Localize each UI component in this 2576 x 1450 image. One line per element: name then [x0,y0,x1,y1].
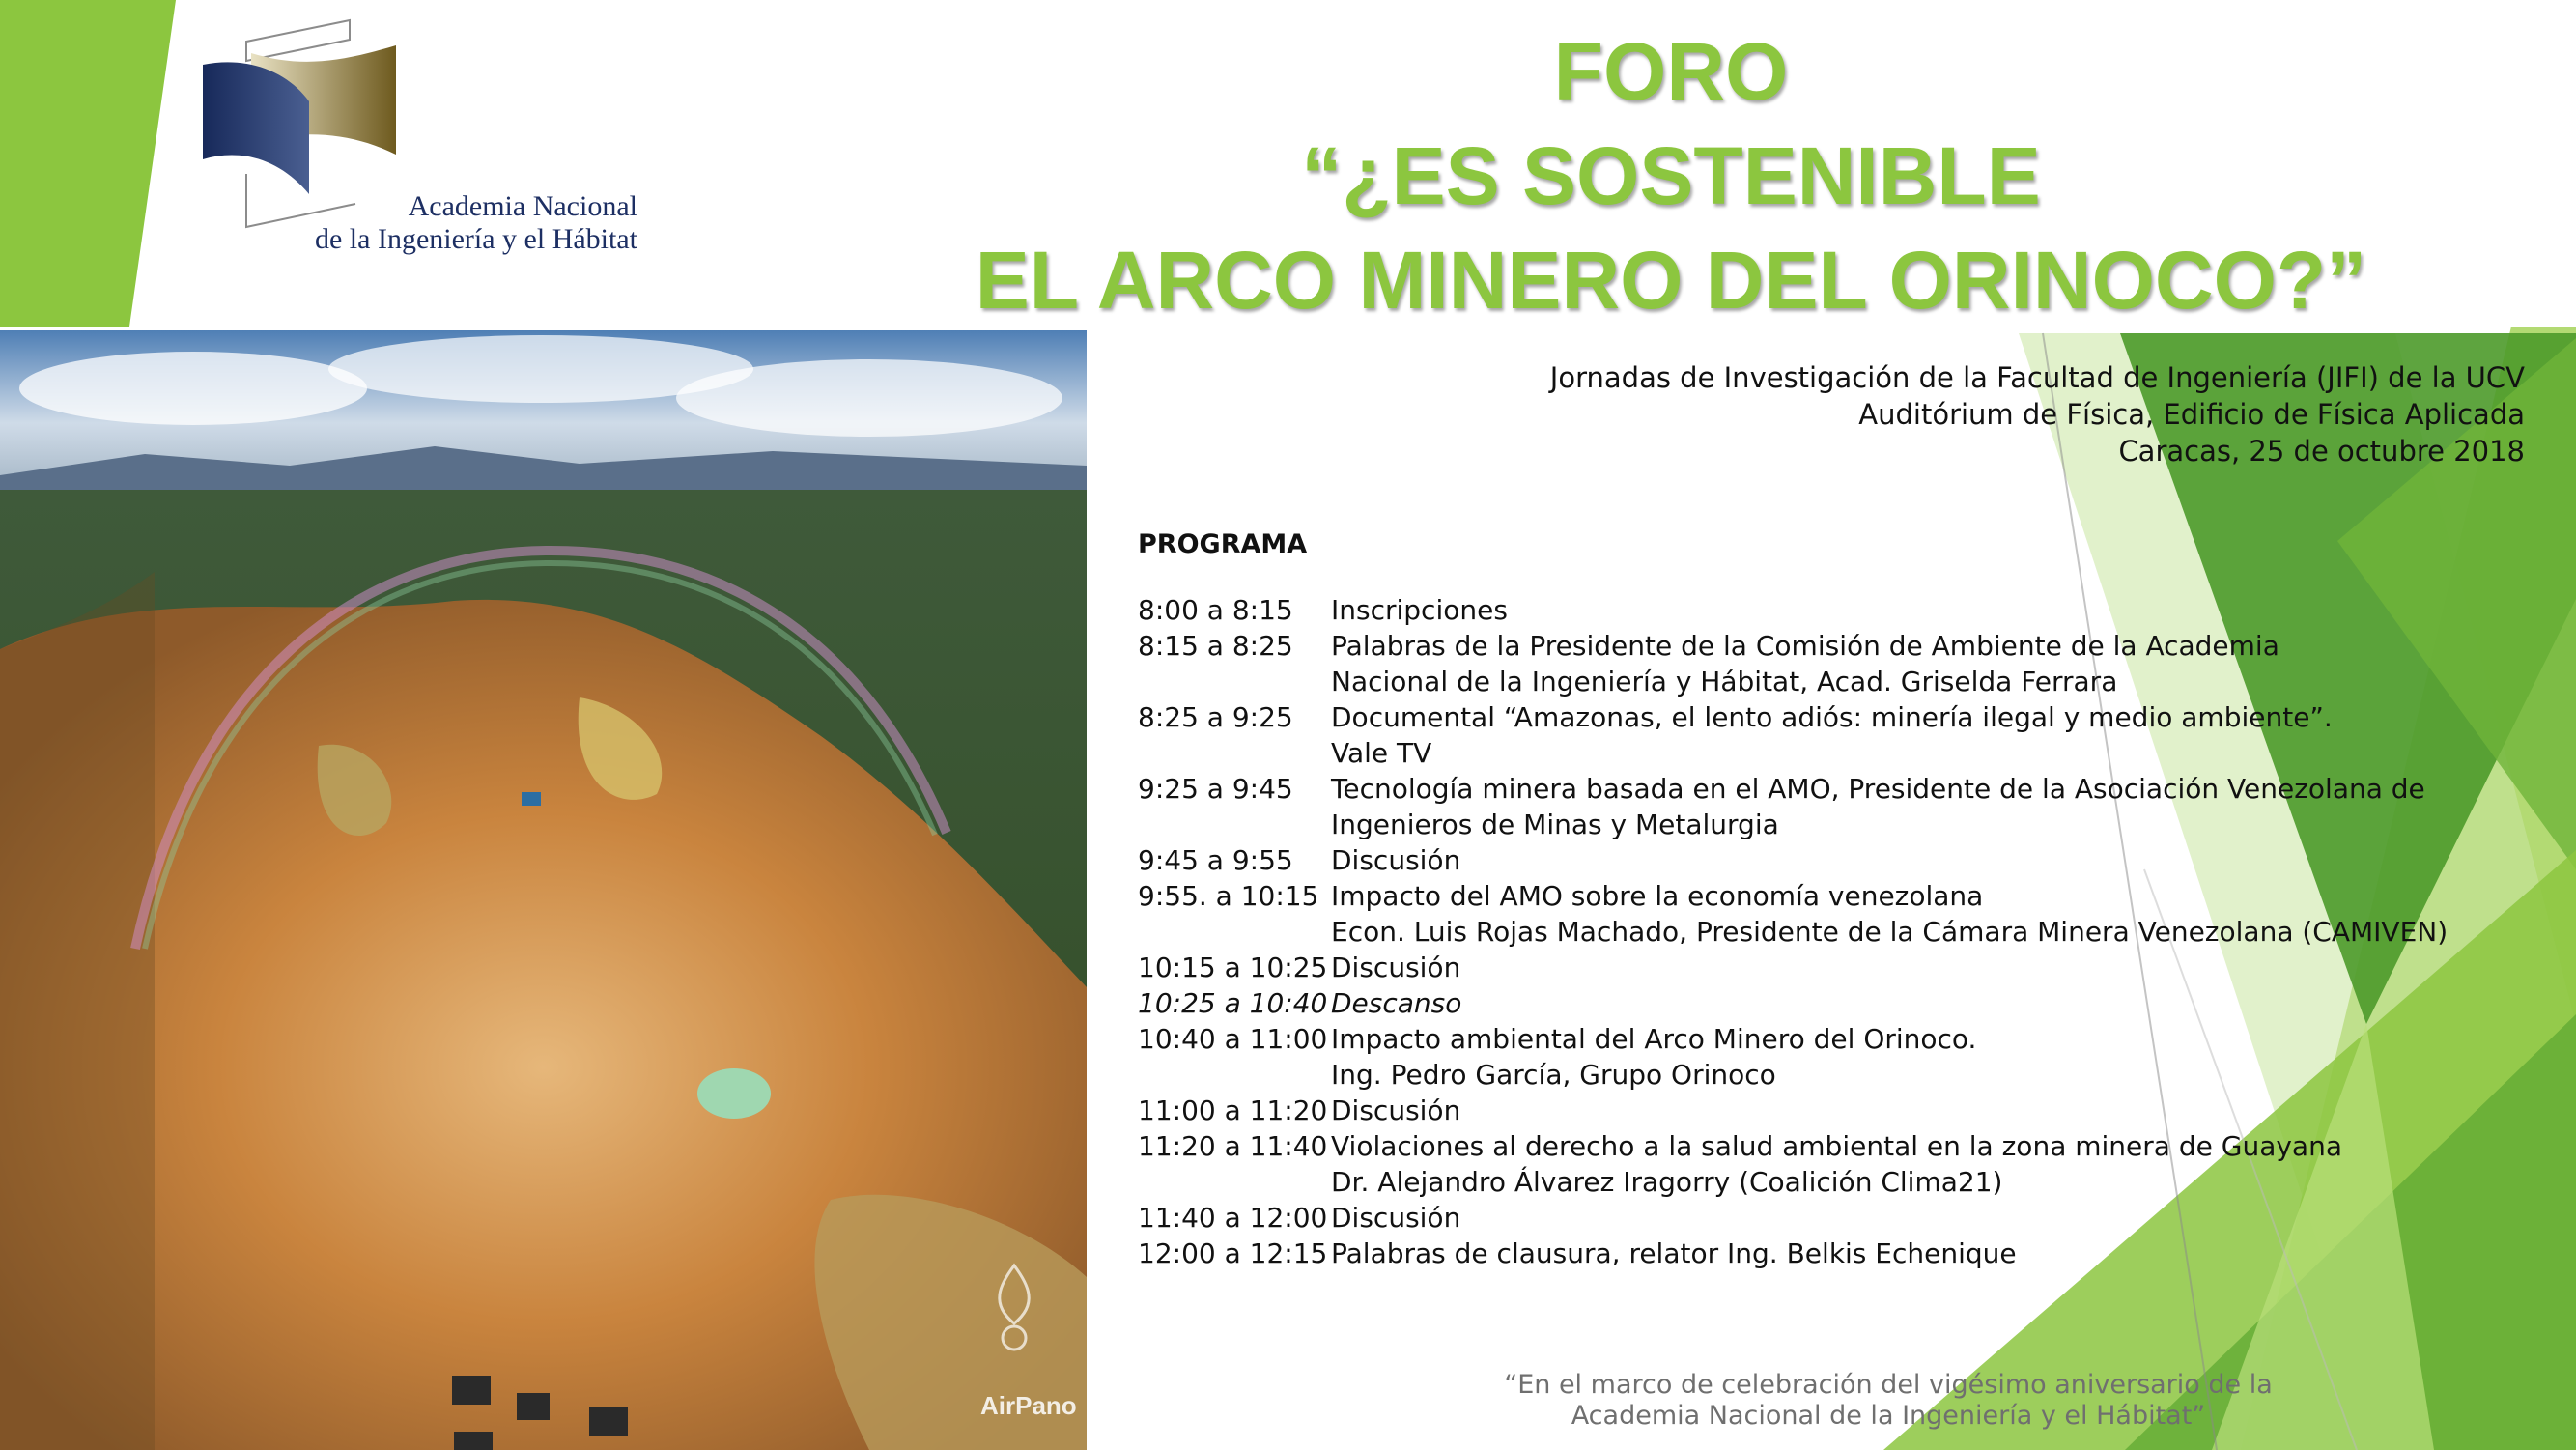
schedule-description: Inscripciones [1331,594,1508,626]
schedule-description: Discusión [1331,1095,1461,1126]
schedule-description: Ing. Pedro García, Grupo Orinoco [1331,1059,1776,1091]
logo-text-line1: Academia Nacional [408,190,637,222]
schedule-time: 9:55. a 10:15 [1138,880,1319,912]
forum-title [927,19,2415,332]
schedule-time: 10:15 a 10:25 [1138,952,1328,983]
schedule-description: Discusión [1331,844,1461,876]
title-line1: FORO [1553,26,1789,117]
schedule-time: 11:40 a 12:00 [1138,1202,1328,1234]
schedule-description: Discusión [1331,1202,1461,1234]
schedule-time: 9:45 a 9:55 [1138,844,1293,876]
title-line2: “¿ES SOSTENIBLE [1301,130,2041,221]
event-organizer: Jornadas de Investigación de la Facultad de Ingeniería (JIFI) de la UCV [1549,361,2525,394]
schedule-time: 10:25 a 10:40 [1138,987,1328,1019]
schedule-description: Palabras de la Presidente de la Comisión de Ambiente de la Academia [1331,630,2279,662]
schedule-time: 11:00 a 11:20 [1138,1095,1328,1126]
schedule-description: Impacto ambiental del Arco Minero del Orinoco. [1331,1023,1977,1055]
schedule-description: Dr. Alejandro Álvarez Iragorry (Coalición Clima21) [1331,1166,2003,1198]
schedule-time: 8:15 a 8:25 [1138,630,1293,662]
schedule-time: 10:40 a 11:00 [1138,1023,1328,1055]
schedule-description: Econ. Luis Rojas Machado, Presidente de la Cámara Minera Venezolana (CAMIVEN) [1331,916,2449,948]
program-heading: PROGRAMA [1138,529,1308,559]
schedule-item [1138,1236,2529,1271]
schedule-time: 8:25 a 9:25 [1138,701,1293,733]
mining-aerial-photo [0,330,1087,1450]
schedule-item [1138,842,2529,878]
schedule-description: Discusión [1331,952,1461,983]
schedule-time: 8:00 a 8:15 [1138,594,1293,626]
airpano-watermark: AirPano [980,1391,1077,1420]
quote-line2: Academia Nacional de la Ingeniería y el Hábitat” [1571,1401,2206,1431]
schedule-description: Ingenieros de Minas y Metalurgia [1331,809,1779,840]
schedule-description: Palabras de clausura, relator Ing. Belkis Echenique [1331,1237,2017,1269]
schedule-description: Tecnología minera basada en el AMO, Presidente de la Asociación Venezolana de [1331,773,2425,805]
schedule-item [1138,628,2529,699]
schedule-description: Nacional de la Ingeniería y Hábitat, Acad. Griselda Ferrara [1331,666,2118,697]
schedule-item [1138,878,2529,950]
schedule-item [1138,699,2529,771]
schedule-time: 12:00 a 12:15 [1138,1237,1328,1269]
schedule-item [1138,1021,2529,1093]
event-info [1076,359,2525,469]
schedule-item [1138,1200,2529,1236]
airpano-watermark-icon [971,1256,1058,1352]
schedule-item-break [1138,985,2529,1021]
schedule-description: Violaciones al derecho a la salud ambiental en la zona minera de Guayana [1331,1130,2342,1162]
schedule-item [1138,771,2529,842]
schedule-description: Documental “Amazonas, el lento adiós: minería ilegal y medio ambiente”. [1331,701,2333,733]
schedule-item [1138,1128,2529,1200]
schedule-item [1138,592,2529,628]
event-date: Caracas, 25 de octubre 2018 [2118,435,2525,468]
academy-logo [193,14,657,256]
schedule-description: Vale TV [1331,737,1432,769]
schedule-time: 11:20 a 11:40 [1138,1130,1328,1162]
schedule-description: Impacto del AMO sobre la economía venezolana [1331,880,1984,912]
logo-text-line2: de la Ingeniería y el Hábitat [314,223,637,255]
schedule-time: 9:25 a 9:45 [1138,773,1293,805]
program-schedule [1138,529,2529,1271]
schedule-item [1138,950,2529,985]
quote-line1: “En el marco de celebración del vigésimo aniversario de la [1504,1370,2273,1400]
schedule-description: Descanso [1331,987,1462,1019]
schedule-item [1138,1093,2529,1128]
title-line3: EL ARCO MINERO DEL ORINOCO?” [975,235,2367,326]
event-venue: Auditórium de Física, Edificio de Física Aplicada [1858,398,2525,431]
anniversary-quote [1391,1370,2386,1432]
